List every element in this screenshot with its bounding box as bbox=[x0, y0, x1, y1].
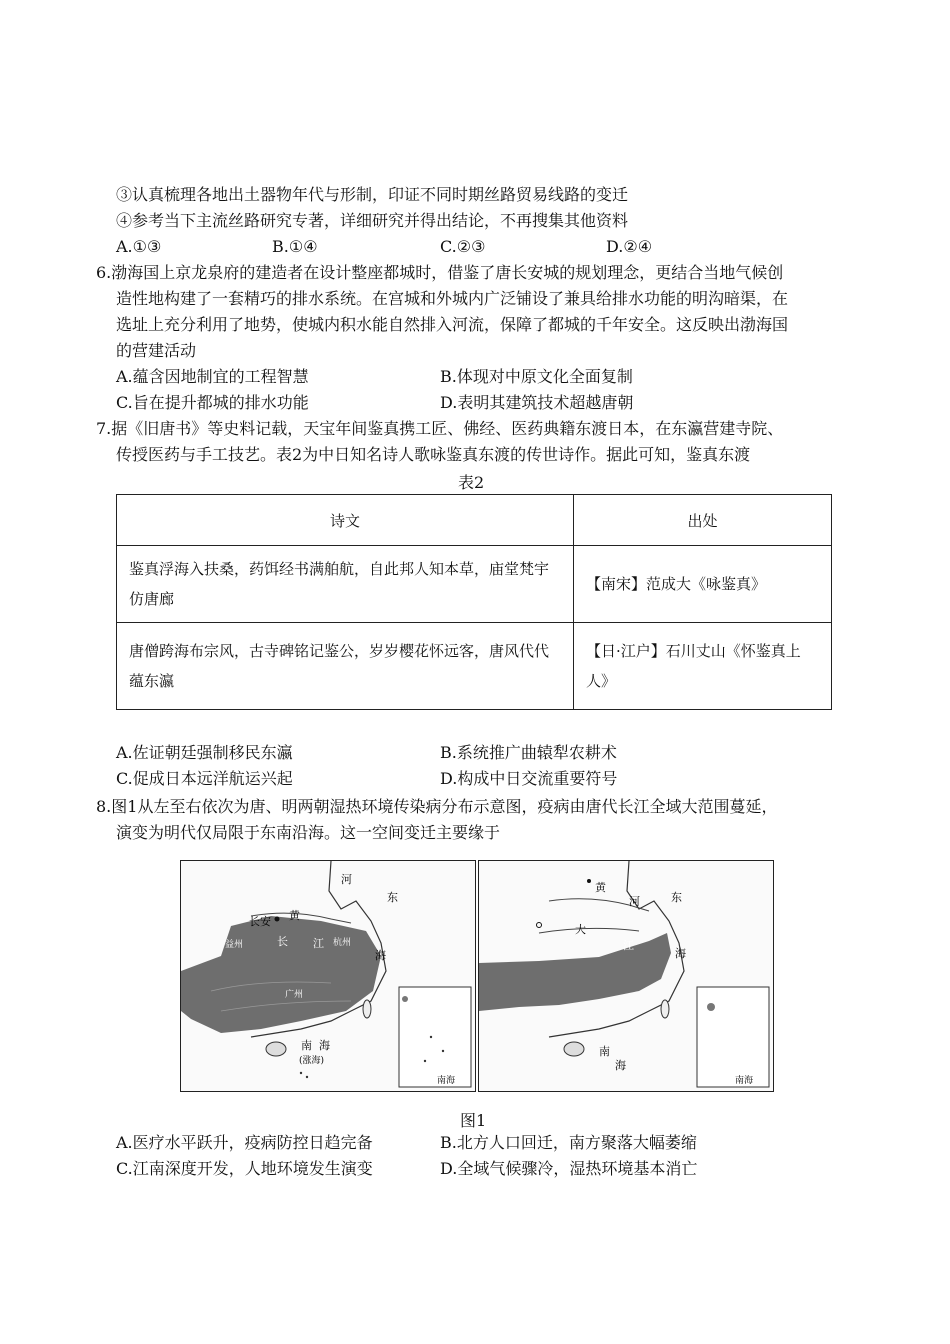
q8-option-c: C.江南深度开发，人地环境发生演变 bbox=[116, 1159, 373, 1178]
poem-cell: 唐僧跨海布宗风，古寺碑铭记鉴公，岁岁樱花怀远客，唐风代代蕴东瀛 bbox=[117, 623, 574, 710]
source-cell: 【日·江户】石川丈山《怀鉴真上人》 bbox=[574, 623, 832, 710]
map-label: 大 bbox=[575, 923, 586, 936]
q5-option-a: A.①③ bbox=[116, 237, 162, 256]
q8-line-2: 演变为明代仅局限于东南沿海。这一空间变迁主要缘于 bbox=[116, 823, 501, 842]
q7-option-c: C.促成日本远洋航运兴起 bbox=[116, 769, 293, 788]
q8-line-1: 8.图1从左至右依次为唐、明两朝湿热环境传染病分布示意图，疫病由唐代长江全域大范围蔓延， bbox=[96, 797, 778, 816]
map-label: 海 bbox=[675, 947, 686, 960]
map-label: 黄 bbox=[289, 909, 300, 922]
statement-4: ④参考当下主流丝路研究专著，详细研究并得出结论，不再搜集其他资料 bbox=[116, 211, 629, 230]
map-label: 南海 bbox=[437, 1076, 456, 1086]
source-cell: 【南宋】范成大《咏鉴真》 bbox=[574, 546, 832, 623]
q6-option-c: C.旨在提升都城的排水功能 bbox=[116, 393, 309, 412]
map-label: 长安 bbox=[249, 915, 271, 928]
table-row bbox=[117, 623, 832, 710]
map-label: 海 bbox=[375, 949, 386, 962]
q5-option-b: B.①④ bbox=[272, 237, 318, 256]
table-title: 表2 bbox=[458, 473, 485, 492]
q6-line-4: 的营建活动 bbox=[116, 341, 197, 360]
map-label: 河 bbox=[629, 895, 640, 908]
poem-table bbox=[116, 494, 832, 710]
q6-line-2: 造性地构建了一套精巧的排水系统。在宫城和外城内广泛铺设了兼具给排水功能的明沟暗渠，在 bbox=[116, 289, 789, 308]
map-ming bbox=[478, 860, 774, 1092]
map-label: 海 bbox=[615, 1059, 626, 1072]
q8-option-b: B.北方人口回迁，南方聚落大幅萎缩 bbox=[440, 1133, 697, 1152]
map-label: 广州 bbox=[285, 990, 304, 1000]
q7-option-d: D.构成中日交流重要符号 bbox=[440, 769, 618, 788]
q5-option-d: D.②④ bbox=[606, 237, 653, 256]
map-label: 南 bbox=[599, 1045, 610, 1058]
q6-option-a: A.蕴含因地制宜的工程智慧 bbox=[116, 367, 309, 386]
q7-option-b: B.系统推广曲辕犁农耕术 bbox=[440, 743, 617, 762]
header-poem: 诗文 bbox=[117, 495, 574, 546]
q6-option-d: D.表明其建筑技术超越唐朝 bbox=[440, 393, 634, 412]
q8-option-a: A.医疗水平跃升，疫病防控日趋完备 bbox=[116, 1133, 373, 1152]
map-label: 江 bbox=[313, 937, 324, 950]
map-tang bbox=[180, 860, 476, 1092]
figure-caption: 图1 bbox=[460, 1111, 487, 1130]
poem-cell: 鉴真浮海入扶桑，药饵经书满舶航，自此邦人知本草，庙堂梵宇仿唐廊 bbox=[117, 546, 574, 623]
map-label: 海 bbox=[319, 1039, 330, 1052]
statement-3: ③认真梳理各地出土器物年代与形制，印证不同时期丝路贸易线路的变迁 bbox=[116, 185, 629, 204]
map-label: 益州 bbox=[225, 940, 244, 950]
map-label: 南海 bbox=[735, 1076, 754, 1086]
q8-option-d: D.全域气候骤冷，湿热环境基本消亡 bbox=[440, 1159, 698, 1178]
map-label: 东 bbox=[671, 891, 682, 904]
map-label: 南 bbox=[301, 1039, 312, 1052]
q7-option-a: A.佐证朝廷强制移民东瀛 bbox=[116, 743, 293, 762]
q7-line-2: 传授医药与手工技艺。表2为中日知名诗人歌咏鉴真东渡的传世诗作。据此可知，鉴真东渡 bbox=[116, 445, 751, 464]
q6-line-3: 选址上充分利用了地势，使城内积水能自然排入河流，保障了都城的千年安全。这反映出渤海国 bbox=[116, 315, 789, 334]
q5-option-c: C.②③ bbox=[440, 237, 486, 256]
map-label: 东 bbox=[387, 891, 398, 904]
map-label: 黄 bbox=[595, 881, 606, 894]
table-row bbox=[117, 546, 832, 623]
map-label: (涨海) bbox=[299, 1056, 325, 1066]
q7-line-1: 7.据《旧唐书》等史料记载，天宝年间鉴真携工匠、佛经、医药典籍东渡日本，在东瀛营建寺院、 bbox=[96, 419, 784, 438]
table-header-row bbox=[117, 495, 832, 546]
map-label: 杭州 bbox=[333, 938, 352, 948]
header-source: 出处 bbox=[574, 495, 832, 546]
q6-line-1: 6.渤海国上京龙泉府的建造者在设计整座都城时，借鉴了唐长安城的规划理念，更结合当地气候创 bbox=[96, 263, 784, 282]
q6-option-b: B.体现对中原文化全面复制 bbox=[440, 367, 633, 386]
map-label: 长 bbox=[277, 935, 288, 948]
map-label: 江 bbox=[623, 939, 634, 952]
map-label: 河 bbox=[341, 873, 352, 886]
